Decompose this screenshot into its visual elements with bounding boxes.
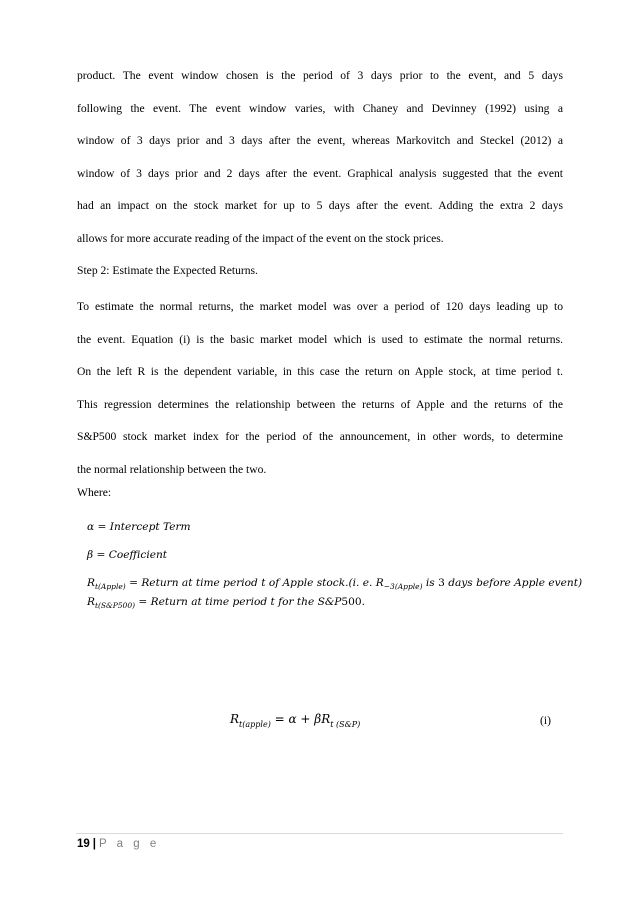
alpha-definition: = Intercept Term [94,521,191,533]
text-line: On the left R is the dependent variable, in this case the return on Apple stock, at time period t. [77,365,563,378]
equation-number: (i) [540,714,551,727]
paragraph-event-window [77,60,563,255]
market-model-equation [230,712,360,729]
footer-divider [76,833,563,834]
page-number: 19 [77,838,90,850]
text-line: To estimate the normal returns, the market model was over a period of 120 days leading up to [77,300,563,313]
text-line: allows for more accurate reading of the impact of the event on the stock prices. [77,231,444,245]
beta-definition: = Coefficient [93,549,168,561]
page-footer [77,838,160,850]
step2-heading: Step 2: Estimate the Expected Returns. [77,264,258,277]
text-line: S&P500 stock market index for the period of the announcement, in other words, to determine [77,430,563,443]
footer-separator: | [92,838,97,850]
r-symbol: R [87,596,95,608]
text-line: window of 3 days prior and 2 days after the event. Graphical analysis suggested that the event [77,166,563,180]
definition-r-sp [87,596,365,610]
r-sp-number: 500. [341,596,366,608]
equation-rhs: = α + βR [270,712,331,726]
text-line: This regression determines the relationship between the returns of Apple and the returns of the [77,397,563,411]
text-line: window of 3 days prior and 3 days after the event, whereas Markovitch and Steckel (2012) a [77,134,563,147]
beta-symbol: β [87,549,94,561]
r-apple-text: = Return at time period t of Apple stock.(i. e. R [125,577,384,589]
r-subscript: t(Apple) [94,582,126,591]
r-subscript: −3(Apple) [383,582,423,591]
equation-lhs-subscript: t(apple) [239,720,271,729]
text-line: product. The event window chosen is the period of 3 days prior to the event, and 5 days [77,69,563,82]
definition-beta [87,549,167,561]
r-apple-text: days before Apple event) [444,577,583,589]
equation-lhs: R [230,712,240,726]
page-label: P a g e [99,838,160,850]
where-label: Where: [77,486,112,499]
r-subscript: t(S&P500) [94,601,136,610]
r-sp-text: = Return at time period t for the S&P [135,596,342,608]
r-apple-text: is [422,577,439,589]
text-line: had an impact on the stock market for up to 5 days after the event. Adding the extra 2 days [77,199,563,212]
alpha-symbol: α [87,521,95,533]
paragraph-market-model [77,291,563,486]
r-symbol: R [87,577,95,589]
text-line: the normal relationship between the two. [77,462,267,476]
text-line: the event. Equation (i) is the basic market model which is used to estimate the normal returns. [77,332,563,346]
equation-rhs-subscript: t (S&P) [330,720,361,729]
r-apple-number: 3 [438,577,445,589]
definition-alpha [87,521,191,533]
definition-r-apple [87,577,582,591]
text-line: following the event. The event window varies, with Chaney and Devinney (1992) using a [77,101,563,115]
